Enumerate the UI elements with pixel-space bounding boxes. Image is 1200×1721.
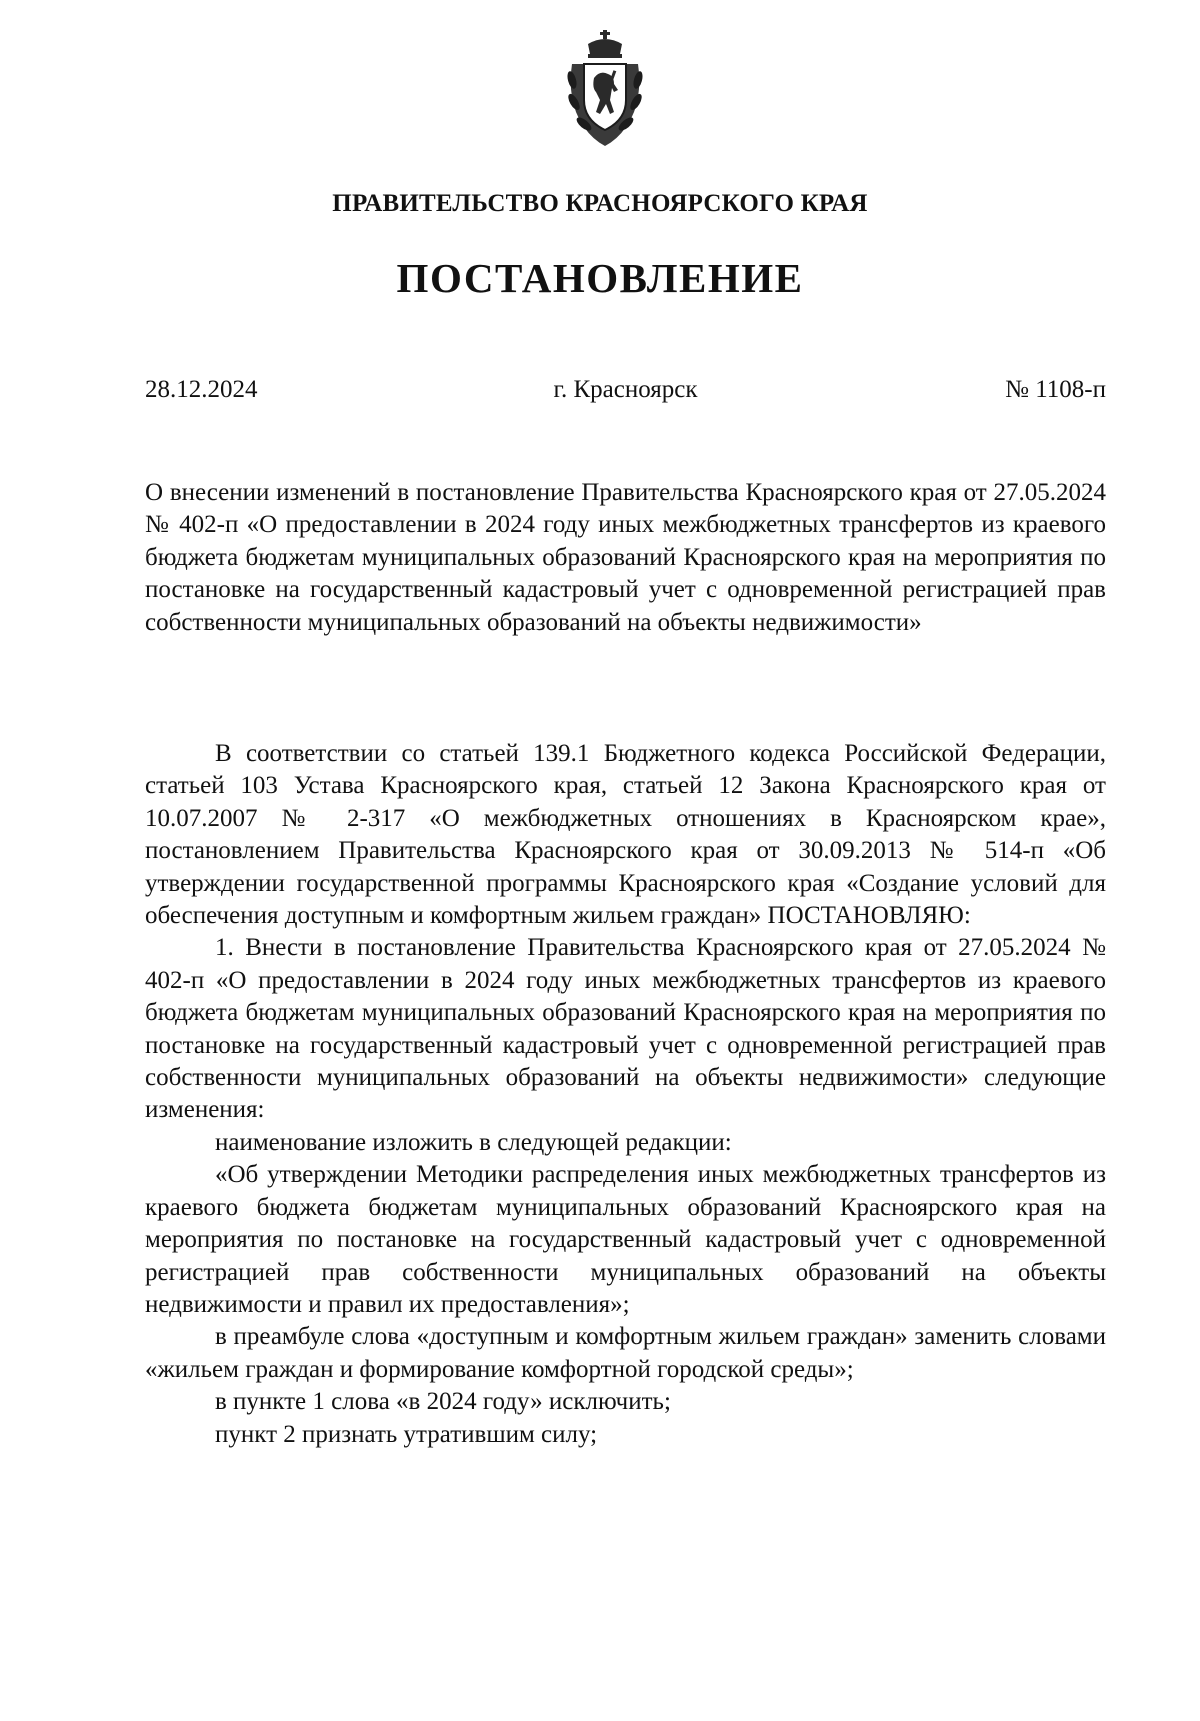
document-number: № 1108-п (1005, 376, 1106, 403)
point-2-change-paragraph: пункт 2 признать утратившим силу; (215, 1420, 598, 1448)
document-meta-row (145, 376, 1106, 410)
document-subject: О внесении изменений в постановление Правительства Красноярского края от 27.05.2024 № 402-п «О предоставлении в 2024 году иных межбюджетных трансфертов из краевого бюджета бюджетам муниципальных образований Красноярского края на мероприятия по постановке на государственный кадастровый учет с одновременной регистрацией прав собственности муниципальных образований на объекты недвижимости» (145, 479, 1106, 636)
preamble-change-paragraph: в преамбуле слова «доступным и комфортным жильем граждан» заменить словами «жильем граждан и формирование комфортной городской среды»; (145, 1323, 1106, 1383)
document-date: 28.12.2024 (145, 376, 258, 403)
preamble-paragraph: В соответствии со статьей 139.1 Бюджетного кодекса Российской Федерации, статьей 103 Устава Красноярского края, статьей 12 Закона Красноярского края от 10.07.2007 № 2-317 «О межбюджетных отношениях в Красноярском крае», постановлением Правительства Красноярского края от 30.09.2013 № 514-п «Об утверждении государственной программы Красноярского края «Создание условий для обеспечения доступным и комфортным жильем граждан» ПОСТАНОВЛЯЮ: (145, 740, 1106, 930)
point-1-paragraph: 1. Внести в постановление Правительства Красноярского края от 27.05.2024 № 402-п «О предоставлении в 2024 году иных межбюджетных трансфертов из краевого бюджета бюджетам муниципальных образований Красноярского края на мероприятия по постановке на государственный кадастровый учет с одновременной регистрацией прав собственности муниципальных образований на объекты недвижимости» следующие изменения: (145, 934, 1106, 1124)
document-city: г. Красноярск (553, 376, 698, 403)
name-change-paragraph: наименование изложить в следующей редакции: (215, 1128, 732, 1156)
krasnoyarsk-coat-of-arms-icon (566, 30, 644, 150)
point-1-change-paragraph: в пункте 1 слова «в 2024 году» исключить; (215, 1388, 671, 1416)
document-type-title: ПОСТАНОВЛЕНИЕ (396, 255, 804, 301)
government-title: ПРАВИТЕЛЬСТВО КРАСНОЯРСКОГО КРАЯ (332, 190, 868, 217)
document-body (145, 738, 1106, 1451)
new-name-paragraph: «Об утверждении Методики распределения иных межбюджетных трансфертов из краевого бюджета бюджетам муниципальных образований Красноярского края на мероприятия по постановке на государственный кадастровый учет с одновременной регистрацией прав собственности муниципальных образований на объекты недвижимости и правил их предоставления»; (145, 1161, 1106, 1318)
